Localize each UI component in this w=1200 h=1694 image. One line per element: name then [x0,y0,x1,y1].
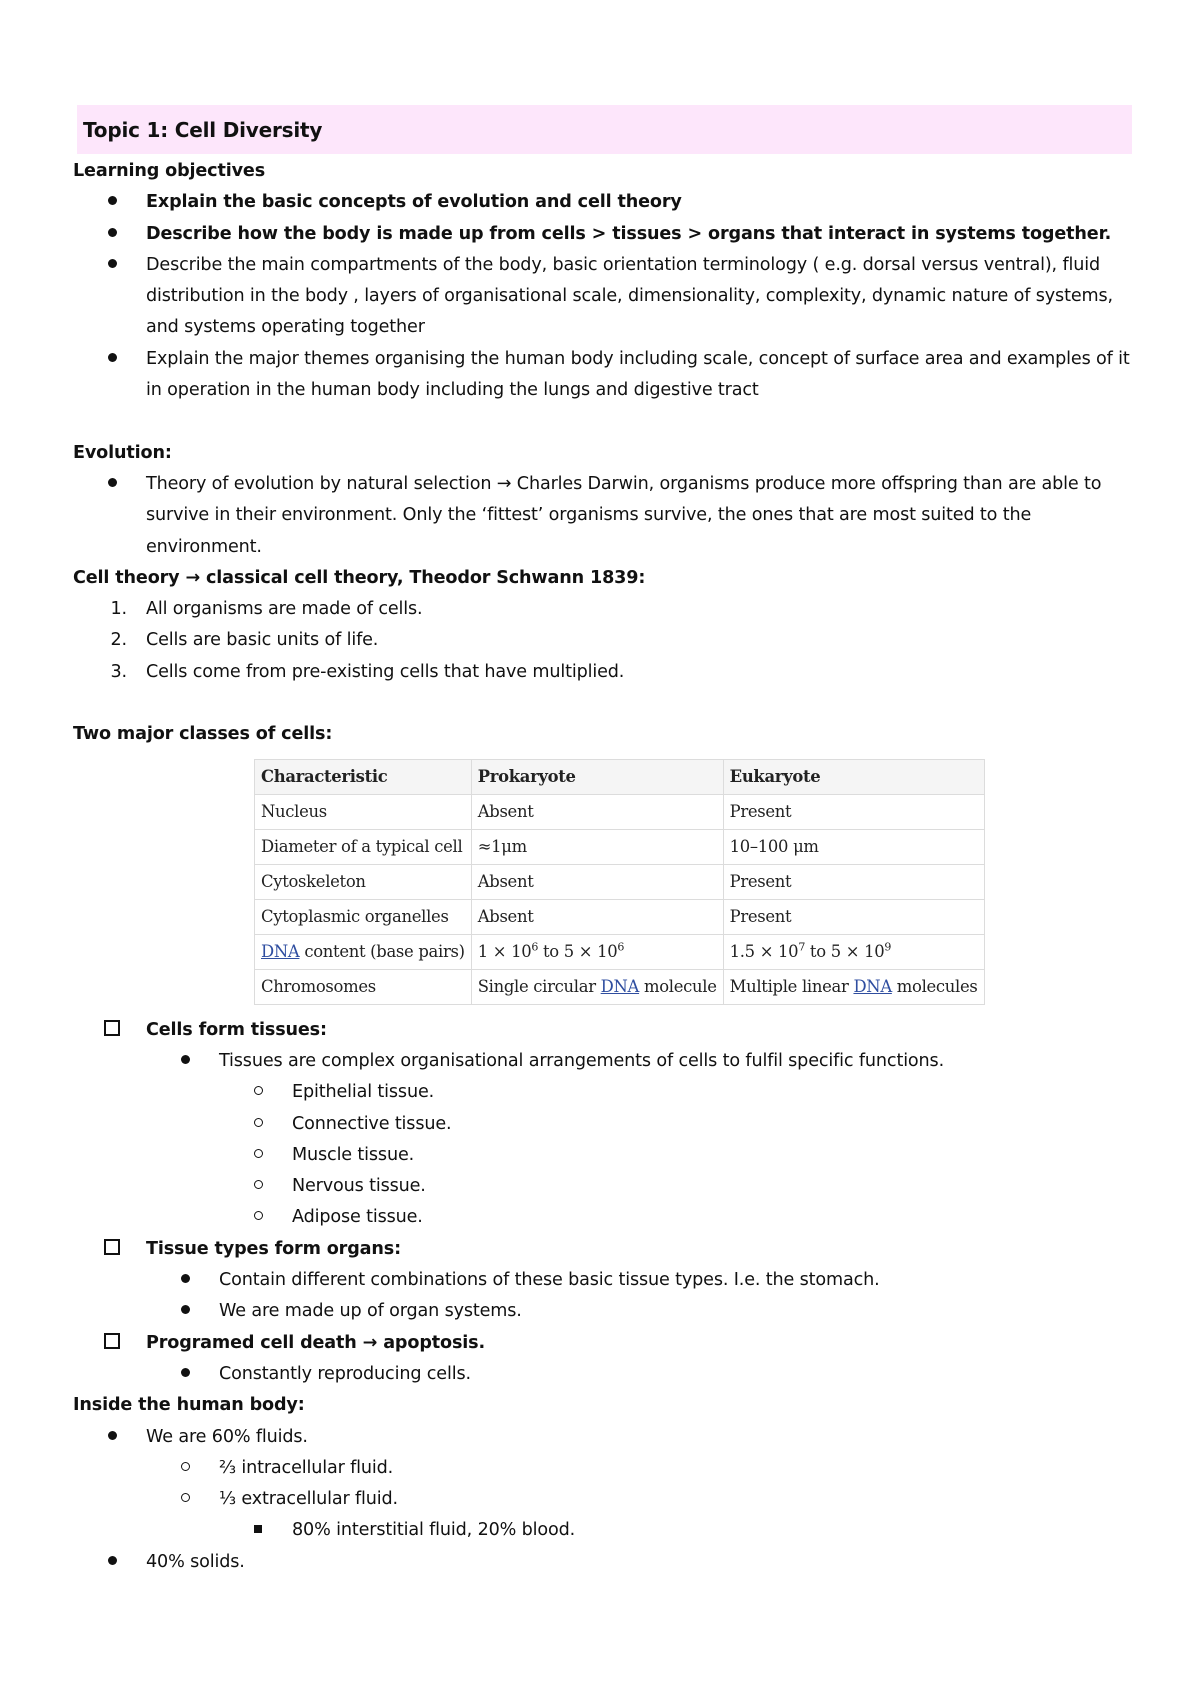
bullet-icon [97,187,127,218]
cell-classes-table [254,759,985,1005]
checkbox-icon[interactable] [97,1328,127,1359]
circle-bullet-icon [243,1171,273,1202]
table-header-row [255,759,985,794]
sub-list-item: Connective tissue. [73,1109,1143,1140]
list-number: 2. [110,630,127,651]
table-cell: Absent [471,899,723,934]
evolution-heading: Evolution: [73,442,172,463]
list-item: Tissues are complex organisational arrangements of cells to fulfil specific functions. [73,1046,1143,1077]
spacer [73,406,1143,437]
cell-theory-heading: Cell theory → classical cell theory, Theodor Schwann 1839: [73,567,646,588]
list-item: Describe the main compartments of the body, basic orientation terminology ( e.g. dorsal versus ventral), fluid distribution in the body , layers of organisational scale, dimensionality, complexity, dynamic nature of systems, and systems operating together [73,250,1143,344]
circle-bullet-icon [243,1109,273,1140]
checkbox-icon[interactable] [97,1015,127,1046]
table-cell: Present [723,864,984,899]
bullet-icon [170,1359,200,1390]
checklist-item: Cells form tissues: [73,1015,1143,1046]
table-cell: Present [723,794,984,829]
learning-objectives-list [73,187,1143,406]
sub-list-item: ⅔ intracellular fluid. [73,1453,1143,1484]
dna-link[interactable]: DNA [261,941,300,961]
list-number: 1. [110,599,127,620]
table-cell: ≈1μm [471,829,723,864]
table-row [255,899,985,934]
table-cell: Diameter of a typical cell [255,829,472,864]
table-cell: Cytoplasmic organelles [255,899,472,934]
bullet-icon [97,469,127,500]
circle-bullet-icon [170,1484,200,1515]
table-row [255,969,985,1004]
list-item: Contain different combinations of these basic tissue types. I.e. the stomach. [73,1265,1143,1296]
dna-link[interactable]: DNA [600,976,640,996]
bullet-icon [170,1046,200,1077]
checklist-item: Tissue types form organs: [73,1234,1143,1265]
table-cell: Multiple linear DNA molecules [723,969,984,1004]
bullet-icon [97,250,127,281]
table-cell: Chromosomes [255,969,472,1004]
list-item: Describe how the body is made up from cells > tissues > organs that interact in systems together. [73,219,1143,250]
column-header: Prokaryote [471,759,723,794]
circle-bullet-icon [170,1453,200,1484]
list-item: We are made up of organ systems. [73,1296,1143,1327]
sub-list-item: Nervous tissue. [73,1171,1143,1202]
table-row [255,794,985,829]
table-row [255,934,985,969]
circle-bullet-icon [243,1077,273,1108]
learning-objectives-heading: Learning objectives [73,161,266,181]
topic-title: Topic 1: Cell Diversity [77,105,1132,154]
table-row [255,864,985,899]
sub-sub-list-item: 80% interstitial fluid, 20% blood. [73,1515,1143,1546]
circle-bullet-icon [243,1140,273,1171]
list-number: 3. [110,661,127,682]
sub-list-item: Muscle tissue. [73,1140,1143,1171]
bullet-icon [170,1296,200,1327]
column-header: Eukaryote [723,759,984,794]
list-item: Explain the basic concepts of evolution and cell theory [73,187,1143,218]
list-item: Theory of evolution by natural selection → Charles Darwin, organisms produce more offspring than are able to survive in their environment. Only the ‘fittest’ organisms survive, the ones that are most suited to the environment. [73,469,1143,563]
sub-list-item: Adipose tissue. [73,1202,1143,1233]
cell-theory-list [73,594,1143,688]
list-item: 40% solids. [73,1547,1143,1578]
table-cell: Cytoskeleton [255,864,472,899]
two-classes-heading: Two major classes of cells: [73,724,333,745]
table-cell: 10–100 μm [723,829,984,864]
sub-list-item: ⅓ extracellular fluid. [73,1484,1143,1515]
spacer [73,688,1143,719]
numbered-item: 2. Cells are basic units of life. [73,625,1143,656]
list-item: We are 60% fluids. [73,1422,1143,1453]
bullet-icon [97,344,127,375]
table-row [255,829,985,864]
sub-list-item: Epithelial tissue. [73,1077,1143,1108]
bullet-icon [97,1547,127,1578]
table-cell: $1 \times 10^6$ to $5 \times 10^6$ [471,934,723,969]
table-cell: Nucleus [255,794,472,829]
table-cell: Present [723,899,984,934]
table-cell: DNA content (base pairs) [255,934,472,969]
document-body [73,156,1143,1578]
list-item: Explain the major themes organising the human body including scale, concept of surface area and examples of it in operation in the human body including the lungs and digestive tract [73,344,1143,407]
dna-link[interactable]: DNA [853,976,892,996]
bullet-icon [97,219,127,250]
numbered-item: 3. Cells come from pre-existing cells that have multiplied. [73,657,1143,688]
bullet-icon [170,1265,200,1296]
checkbox-icon[interactable] [97,1234,127,1265]
evolution-list [73,469,1143,563]
list-item: Constantly reproducing cells. [73,1359,1143,1390]
inside-body-heading: Inside the human body: [73,1395,305,1416]
checklist-item: Programed cell death → apoptosis. [73,1328,1143,1359]
numbered-item: 1. All organisms are made of cells. [73,594,1143,625]
cell-classes-table-wrap [73,751,1143,1015]
table-cell: Absent [471,794,723,829]
square-bullet-icon [243,1515,273,1546]
table-cell: $1.5 \times 10^7$ to $5 \times 10^9$ [723,934,984,969]
column-header: Characteristic [255,759,472,794]
table-cell: Absent [471,864,723,899]
bullet-icon [97,1422,127,1453]
table-cell: Single circular DNA molecule [471,969,723,1004]
circle-bullet-icon [243,1202,273,1233]
